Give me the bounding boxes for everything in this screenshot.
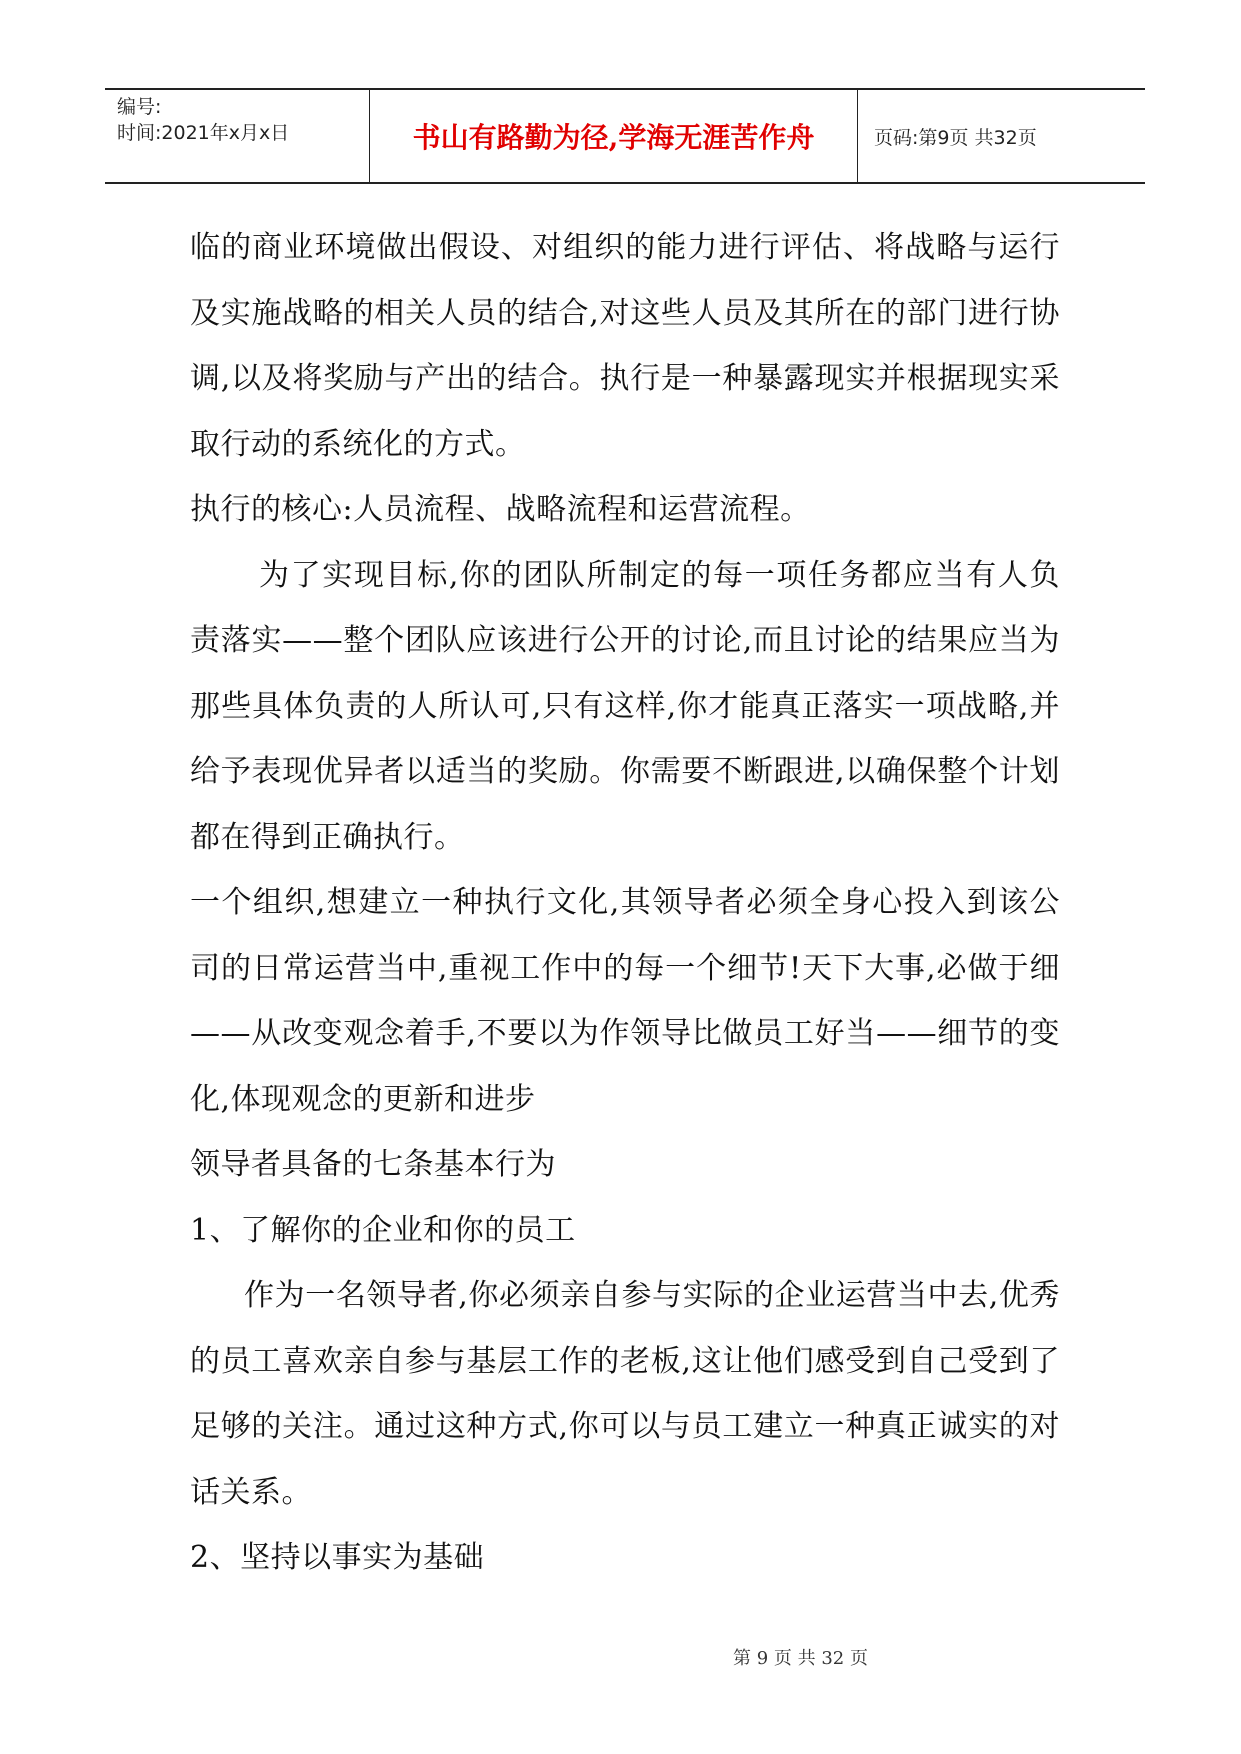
page-header <box>105 88 1145 184</box>
list-item-heading: 1、了解你的企业和你的员工 <box>190 1212 576 1248</box>
header-page-info: 页码:第9页 共32页 <box>874 126 1037 149</box>
paragraph: 执行的核心:人员流程、战略流程和运营流程。 <box>190 492 811 527</box>
header-motto: 书山有路勤为径,学海无涯苦作舟 <box>369 90 858 182</box>
page-footer: 第 9 页 共 32 页 <box>733 1648 868 1669</box>
date-label: 时间:2021年x月x日 <box>117 122 290 144</box>
section-heading: 领导者具备的七条基本行为 <box>190 1147 556 1182</box>
document-body <box>190 215 1060 1591</box>
paragraph: 一个组织,想建立一种执行文化,其领导者必须全身心投入到该公司的日常运营当中,重视工作中的每一个细节!天下大事,必做于细——从改变观念着手,不要以为作领导比做员工好当——细节的变化,体现观念的更新和进步 <box>190 885 1060 1117</box>
header-meta <box>105 90 369 182</box>
paragraph: 临的商业环境做出假设、对组织的能力进行评估、将战略与运行及实施战略的相关人员的结合,对这些人员及其所在的部门进行协调,以及将奖励与产出的结合。执行是一种暴露现实并根据现实采取行动的系统化的方式。 <box>190 230 1060 462</box>
paragraph: 作为一名领导者,你必须亲自参与实际的企业运营当中去,优秀的员工喜欢亲自参与基层工作的老板,这让他们感受到自己受到了足够的关注。通过这种方式,你可以与员工建立一种真正诚实的对话关系。 <box>190 1278 1060 1510</box>
number-label: 编号: <box>117 96 162 118</box>
paragraph: 为了实现目标,你的团队所制定的每一项任务都应当有人负责落实——整个团队应该进行公开的讨论,而且讨论的结果应当为那些具体负责的人所认可,只有这样,你才能真正落实一项战略,并给予表现优异者以适当的奖励。你需要不断跟进,以确保整个计划都在得到正确执行。 <box>190 557 1060 855</box>
list-item-heading: 2、坚持以事实为基础 <box>190 1540 485 1575</box>
